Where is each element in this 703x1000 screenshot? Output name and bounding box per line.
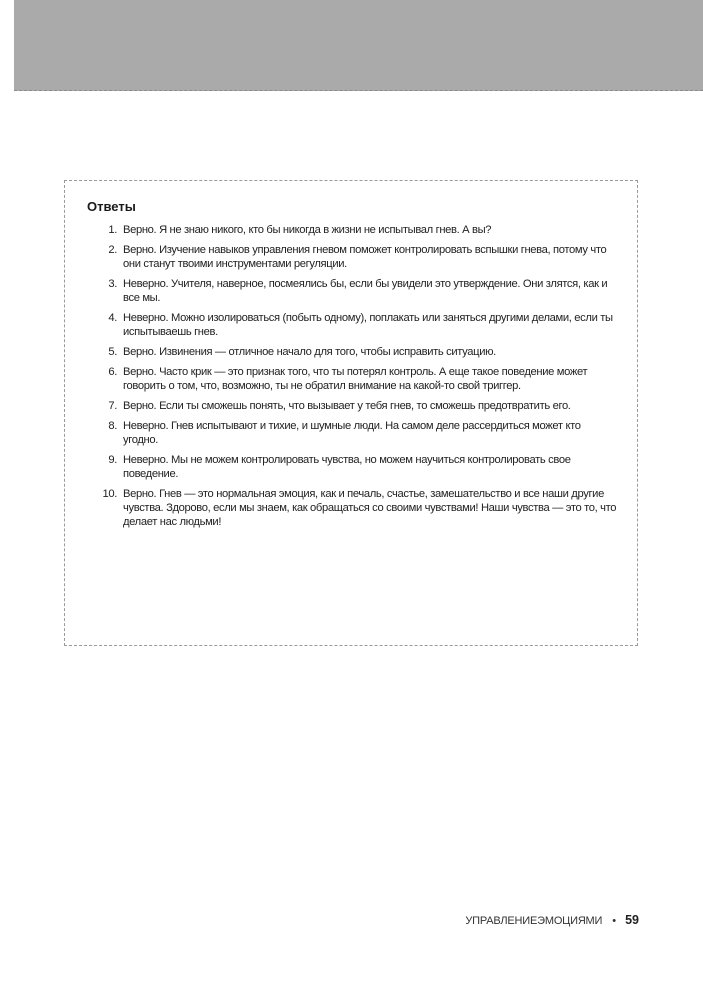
answer-number: 2. (108, 244, 117, 256)
answers-box (64, 180, 638, 646)
answer-text: Верно. Часто крик — это признак того, что ты потерял контроль. А еще такое поведение может говорить о том, что, возможно, ты не обратил внимание на какой-то свой триггер. (123, 366, 588, 392)
section-title: УПРАВЛЕНИЕЭМОЦИЯМИ (465, 915, 603, 927)
answer-item (87, 453, 617, 481)
answer-text: Верно. Изучение навыков управления гневом поможет контролировать вспышки гнева, потому что они станут твоими инструментами регуляции. (123, 244, 607, 270)
answer-number: 7. (108, 400, 117, 412)
answer-item (87, 419, 617, 447)
answer-text: Неверно. Можно изолироваться (побыть одному), поплакать или заняться другими делами, если ты испытываешь гнев. (123, 312, 613, 338)
answer-text: Верно. Извинения — отличное начало для того, чтобы исправить ситуацию. (123, 346, 496, 358)
answer-text: Неверно. Гнев испытывают и тихие, и шумные люди. На самом деле рассердиться может кто угодно. (123, 420, 581, 446)
answer-number: 4. (108, 312, 117, 324)
answer-number: 6. (108, 366, 117, 378)
answer-number: 10. (102, 488, 117, 500)
answer-item (87, 223, 617, 237)
answer-text: Верно. Если ты сможешь понять, что вызывает у тебя гнев, то сможешь предотвратить его. (123, 400, 571, 412)
answer-text: Верно. Гнев — это нормальная эмоция, как и печаль, счастье, замешательство и все наши другие чувства. Здорово, если мы знаем, как обращаться со своими чувствами! Наши чувства — это то, что делает нас людьми! (123, 488, 617, 528)
answer-item (87, 277, 617, 305)
header-band (14, 0, 703, 91)
footer-bullet: • (612, 915, 617, 927)
answer-item (87, 487, 617, 529)
answer-text: Неверно. Мы не можем контролировать чувства, но можем научиться контролировать свое поведение. (123, 454, 571, 480)
answer-number: 8. (108, 420, 117, 432)
answers-list (87, 223, 617, 529)
answers-title: Ответы (87, 199, 136, 214)
answer-text: Неверно. Учителя, наверное, посмеялись бы, если бы увидели это утверждение. Они злятся, как и все мы. (123, 278, 608, 304)
page-footer (465, 913, 639, 927)
answer-text: Верно. Я не знаю никого, кто бы никогда в жизни не испытывал гнев. А вы? (123, 224, 492, 236)
page-number: 59 (625, 913, 639, 927)
answer-number: 1. (108, 224, 117, 236)
answer-item (87, 243, 617, 271)
answer-item (87, 345, 617, 359)
answer-number: 5. (108, 346, 117, 358)
answer-number: 9. (108, 454, 117, 466)
answer-number: 3. (108, 278, 117, 290)
answer-item (87, 365, 617, 393)
answer-item (87, 399, 617, 413)
answer-item (87, 311, 617, 339)
